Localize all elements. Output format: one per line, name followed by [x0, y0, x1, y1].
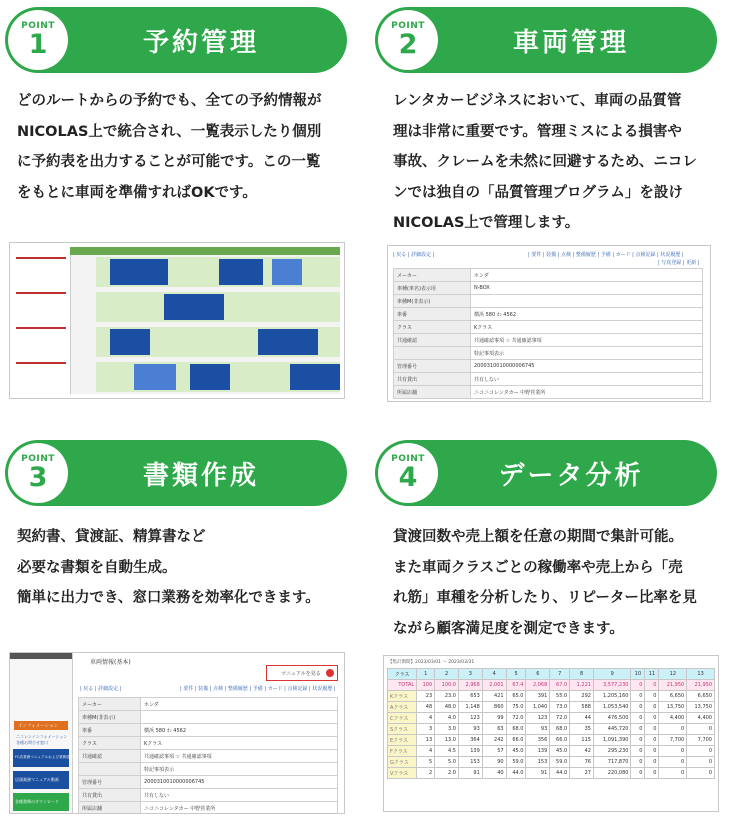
point-1-line: NICOLAS上で統合され、一覧表示したり個別 — [17, 123, 322, 140]
table-row — [388, 691, 715, 702]
value-cell: 7,700 — [687, 735, 715, 746]
value-cell: 139 — [458, 746, 482, 757]
value-cell: 0 — [659, 746, 687, 757]
value-cell: 123 — [458, 713, 482, 724]
point-2-description — [393, 86, 697, 239]
value-cell: 44.0 — [506, 768, 526, 779]
value-cell: 860 — [482, 702, 506, 713]
vehicle-info-table — [393, 268, 703, 399]
value-cell: 1,221 — [570, 680, 594, 691]
value-cell: 66.0 — [506, 735, 526, 746]
value-cell: 4 — [417, 746, 435, 757]
point-2-line: 事故、クレームを未然に回避するため、ニコレ — [393, 154, 697, 170]
value-cell: 0 — [631, 713, 645, 724]
value-cell: 0 — [645, 702, 659, 713]
value-cell: 55.0 — [550, 691, 570, 702]
point-2-number: 2 — [398, 29, 418, 60]
reservation-calendar-screenshot — [9, 242, 345, 399]
value-cell: 48.0 — [435, 702, 459, 713]
value-cell: 1,091,390 — [593, 735, 631, 746]
value-cell: 6,650 — [687, 691, 715, 702]
point-3-line: 契約書、貸渡証、精算書など — [17, 529, 206, 545]
value-cell: 48 — [417, 702, 435, 713]
table-header-cell: 3 — [458, 669, 482, 680]
value-cell: 0 — [631, 702, 645, 713]
value-cell: 0 — [645, 768, 659, 779]
point-3-banner — [5, 440, 347, 506]
value-cell: 0 — [645, 691, 659, 702]
value-cell: 73.0 — [550, 702, 570, 713]
table-row — [388, 713, 715, 724]
value-cell: 4,400 — [659, 713, 687, 724]
table-header-cell: 6 — [526, 669, 550, 680]
table-row: 車種M(非表示) — [79, 711, 338, 724]
value-cell: 2 — [417, 768, 435, 779]
value-cell: 40 — [482, 768, 506, 779]
point-4-badge — [378, 443, 438, 503]
value-cell: 57 — [482, 746, 506, 757]
value-cell: 0 — [687, 746, 715, 757]
class-cell: Vクラス — [388, 768, 417, 779]
value-cell: 0 — [631, 768, 645, 779]
value-cell: 21,950 — [687, 680, 715, 691]
sidebar-link[interactable]: ニコレンインフォメーション — [16, 734, 68, 739]
point-2-badge — [378, 10, 438, 70]
value-cell: 0 — [645, 746, 659, 757]
point-2-line: 理は非常に重要です。管理ミスによる損害や — [393, 123, 682, 140]
value-cell: 242 — [482, 735, 506, 746]
store-video-banner[interactable]: 店頭業務マニュアル動画 — [13, 771, 69, 789]
value-cell: 0 — [645, 713, 659, 724]
point-4-description — [393, 522, 697, 644]
photo-links[interactable]: | 写真登録 | 更新 | — [658, 260, 700, 266]
point-4-title: データ分析 — [498, 460, 644, 491]
analysis-table — [387, 668, 715, 779]
analysis-screenshot — [383, 655, 719, 812]
table-row: 車種(車名)表示用 N-BOX — [394, 282, 703, 295]
table-header-cell: 8 — [570, 669, 594, 680]
table-header-cell: 2 — [435, 669, 459, 680]
sidebar — [10, 653, 73, 813]
point-1-line: に予約表を出力することが可能です。この一覧 — [17, 154, 321, 170]
value-cell: 421 — [482, 691, 506, 702]
value-cell: 476,500 — [593, 713, 631, 724]
table-header-row — [388, 669, 715, 680]
point-3-line: 簡単に出力でき、窓口業務を効率化できます。 — [17, 590, 320, 606]
calendar-grid — [14, 247, 340, 394]
class-cell: Eクラス — [388, 735, 417, 746]
table-row: 所属店舗 ニコニコレンタカー 中野営業所 — [79, 802, 338, 815]
value-cell: 653 — [458, 691, 482, 702]
table-header-cell: 12 — [659, 669, 687, 680]
table-row: クラス Kクラス — [79, 737, 338, 750]
value-cell: 0 — [645, 724, 659, 735]
value-cell: 6,650 — [659, 691, 687, 702]
point-1-badge — [8, 10, 68, 70]
table-row — [388, 746, 715, 757]
value-cell: 90 — [482, 757, 506, 768]
point-3-badge-label: POINT — [21, 454, 55, 464]
point-3-number: 3 — [28, 462, 48, 493]
point-2-line: NICOLAS上で管理します。 — [393, 215, 580, 231]
value-cell: 44 — [570, 713, 594, 724]
table-header-cell: 4 — [482, 669, 506, 680]
value-cell: 115 — [570, 735, 594, 746]
class-cell: Aクラス — [388, 702, 417, 713]
table-header-cell: 10 — [631, 669, 645, 680]
table-header-cell: 5 — [506, 669, 526, 680]
value-cell: 21,950 — [659, 680, 687, 691]
value-cell: 3,577,230 — [593, 680, 631, 691]
value-cell: 0 — [631, 746, 645, 757]
value-cell: 68.0 — [506, 724, 526, 735]
download-banner[interactable]: 各種書類のダウンロード — [13, 793, 69, 811]
value-cell: 13 — [417, 735, 435, 746]
point-1-banner — [5, 7, 347, 73]
table-row: 車種M(非表示) — [394, 295, 703, 308]
value-cell: 0 — [631, 735, 645, 746]
value-cell: 75.0 — [506, 702, 526, 713]
value-cell: 391 — [526, 691, 550, 702]
value-cell: 4,400 — [687, 713, 715, 724]
value-cell: 356 — [526, 735, 550, 746]
class-cell: Cクラス — [388, 713, 417, 724]
table-header-cell: 7 — [550, 669, 570, 680]
table-row: 所属店舗 ニコニコレンタカー 中野営業所 — [394, 386, 703, 399]
value-cell: 23.0 — [435, 691, 459, 702]
table-row — [388, 702, 715, 713]
value-cell: 1,040 — [526, 702, 550, 713]
point-3-line: 必要な書類を自動生成。 — [17, 559, 177, 576]
value-cell: 67.4 — [506, 680, 526, 691]
value-cell: 63 — [482, 724, 506, 735]
point-4-line: ながら顧客満足度を測定できます。 — [393, 620, 624, 637]
value-cell: 65.0 — [506, 691, 526, 702]
table-header-cell: 11 — [645, 669, 659, 680]
value-cell: 292 — [570, 691, 594, 702]
point-2-banner — [375, 7, 717, 73]
document-header-title: 車両情報(基本) — [90, 659, 131, 666]
value-cell: 45.0 — [506, 746, 526, 757]
value-cell: 59.0 — [550, 757, 570, 768]
value-cell: 588 — [570, 702, 594, 713]
value-cell: 153 — [458, 757, 482, 768]
point-2-title: 車両管理 — [512, 27, 629, 58]
value-cell: 0 — [687, 757, 715, 768]
point-4-banner — [375, 440, 717, 506]
tab-links[interactable]: | 要件 | 装備 | 点検 | 整備履歴 | 予備 | カード | 点検記録 | 状況履歴 | — [180, 686, 336, 692]
class-cell: Gクラス — [388, 757, 417, 768]
table-header-cell: 13 — [687, 669, 715, 680]
value-cell: 0 — [645, 735, 659, 746]
table-header-cell: 9 — [593, 669, 631, 680]
value-cell: 59.0 — [506, 757, 526, 768]
value-cell: 1,053,540 — [593, 702, 631, 713]
value-cell: 4 — [417, 713, 435, 724]
point-2-badge-label: POINT — [391, 21, 425, 31]
table-row: 共通確認 共通確認事項 ☆ 共通確認事項 — [79, 750, 338, 763]
back-link[interactable]: | 戻る | 詳細設定 | — [80, 686, 122, 692]
value-cell: 1,205,160 — [593, 691, 631, 702]
value-cell: 4.5 — [435, 746, 459, 757]
tab-links[interactable]: | 要件 | 装備 | 点検 | 整備履歴 | 予備 | カード | 点検記録 | 状況履歴 | — [528, 252, 684, 258]
value-cell: 717,870 — [593, 757, 631, 768]
value-cell: 0 — [631, 757, 645, 768]
value-cell: 72.0 — [550, 713, 570, 724]
point-4-badge-label: POINT — [391, 454, 425, 464]
value-cell: 23 — [417, 691, 435, 702]
vehicle-info-screenshot — [387, 245, 711, 402]
value-cell: 13.0 — [435, 735, 459, 746]
value-cell: 0 — [659, 768, 687, 779]
point-4-line: れ筋」車種を分析したり、リピーター比率を見 — [393, 590, 697, 606]
point-4-number: 4 — [398, 462, 418, 493]
value-cell: 13,750 — [659, 702, 687, 713]
class-cell: Fクラス — [388, 746, 417, 757]
point-3-title: 書類作成 — [142, 460, 259, 491]
sidebar-link[interactable]: 各種お問合せ窓口 — [16, 740, 48, 745]
value-cell: 1,148 — [458, 702, 482, 713]
vehicle-info-table — [78, 697, 338, 814]
table-row: メーカー ホンダ — [394, 269, 703, 282]
table-row: 車番 横浜 580 わ 4562 — [394, 308, 703, 321]
value-cell: 35 — [570, 724, 594, 735]
value-cell: 13,750 — [687, 702, 715, 713]
value-cell: 27 — [570, 768, 594, 779]
value-cell: 0 — [687, 768, 715, 779]
value-cell: 0 — [631, 680, 645, 691]
point-4-line: また車両クラスごとの稼働率や売上から「売 — [393, 559, 683, 576]
table-row: 共有貸出 共有しない — [394, 373, 703, 386]
value-cell: 5 — [417, 757, 435, 768]
value-cell: 0 — [659, 757, 687, 768]
value-cell: 68.0 — [550, 724, 570, 735]
table-header-cell: クラス — [388, 669, 417, 680]
value-cell: 445,720 — [593, 724, 631, 735]
point-1-title: 予約管理 — [142, 27, 259, 58]
table-row: 管理番号 2000310010000006745 — [79, 776, 338, 789]
value-cell: 153 — [526, 757, 550, 768]
point-3-badge — [8, 443, 68, 503]
table-row: 車番 横浜 580 わ 4562 — [79, 724, 338, 737]
point-1-badge-label: POINT — [21, 21, 55, 31]
value-cell: 72.0 — [506, 713, 526, 724]
value-cell: 0 — [631, 724, 645, 735]
value-cell: 93 — [458, 724, 482, 735]
point-1-description — [17, 86, 322, 208]
value-cell: 220,080 — [593, 768, 631, 779]
table-row: 特記事項表示 — [394, 347, 703, 360]
value-cell: 0 — [645, 757, 659, 768]
analysis-period: 【集計期間】2023/03/01 〜 2023/03/31 — [388, 660, 475, 665]
value-cell: 295,230 — [593, 746, 631, 757]
value-cell: 3.0 — [435, 724, 459, 735]
value-cell: 364 — [458, 735, 482, 746]
value-cell: 139 — [526, 746, 550, 757]
value-cell: 100 — [417, 680, 435, 691]
table-row: 共有貸出 共有しない — [79, 789, 338, 802]
value-cell: 76 — [570, 757, 594, 768]
point-2-line: レンタカービジネスにおいて、車両の品質管 — [393, 93, 682, 109]
value-cell: 93 — [526, 724, 550, 735]
value-cell: 0 — [631, 691, 645, 702]
point-3-description — [17, 522, 320, 614]
point-4-line: 貸渡回数や売上額を任意の期間で集計可能。 — [393, 529, 683, 545]
table-row — [388, 680, 715, 691]
value-cell: 45.0 — [550, 746, 570, 757]
value-cell: 3 — [417, 724, 435, 735]
table-row — [388, 724, 715, 735]
value-cell: 44.0 — [550, 768, 570, 779]
value-cell: 91 — [458, 768, 482, 779]
table-row: 特記事項表示 — [79, 763, 338, 776]
manual-banner[interactable]: FC店業務マニュアルおよび業務通信 — [13, 749, 69, 767]
value-cell: 0 — [659, 724, 687, 735]
value-cell: 99 — [482, 713, 506, 724]
point-1-line: をもとに車両を準備すればOKです。 — [17, 184, 257, 201]
point-1-number: 1 — [28, 29, 48, 60]
value-cell: 0 — [645, 680, 659, 691]
value-cell: 67.0 — [550, 680, 570, 691]
point-2-line: ンでは独自の「品質管理プログラム」を設け — [393, 184, 683, 201]
value-cell: 66.0 — [550, 735, 570, 746]
table-row — [388, 757, 715, 768]
value-cell: 2,001 — [482, 680, 506, 691]
value-cell: 5.0 — [435, 757, 459, 768]
class-cell: TOTAL — [388, 680, 417, 691]
point-1-line: どのルートからの予約でも、全ての予約情報が — [17, 93, 322, 109]
sidebar-info-label: インフォメーション — [18, 724, 59, 729]
value-cell: 2.0 — [435, 768, 459, 779]
table-row — [388, 768, 715, 779]
value-cell: 4.0 — [435, 713, 459, 724]
manual-button[interactable]: マニュアルを見る — [266, 665, 338, 681]
value-cell: 7,700 — [659, 735, 687, 746]
table-row: 管理番号 2000310010000006745 — [394, 360, 703, 373]
table-row: メーカー ホンダ — [79, 698, 338, 711]
value-cell: 123 — [526, 713, 550, 724]
value-cell: 0 — [687, 724, 715, 735]
back-link[interactable]: | 戻る | 詳細設定 | — [393, 252, 435, 258]
class-cell: Sクラス — [388, 724, 417, 735]
table-row — [388, 735, 715, 746]
value-cell: 91 — [526, 768, 550, 779]
table-row: 共通確認 共通確認事項 ☆ 共通確認事項 — [394, 334, 703, 347]
class-cell: Kクラス — [388, 691, 417, 702]
value-cell: 2,068 — [526, 680, 550, 691]
close-icon — [326, 669, 334, 677]
documents-screenshot — [9, 652, 345, 814]
value-cell: 2,968 — [458, 680, 482, 691]
table-header-cell: 1 — [417, 669, 435, 680]
value-cell: 42 — [570, 746, 594, 757]
table-row: クラス Kクラス — [394, 321, 703, 334]
value-cell: 100.0 — [435, 680, 459, 691]
